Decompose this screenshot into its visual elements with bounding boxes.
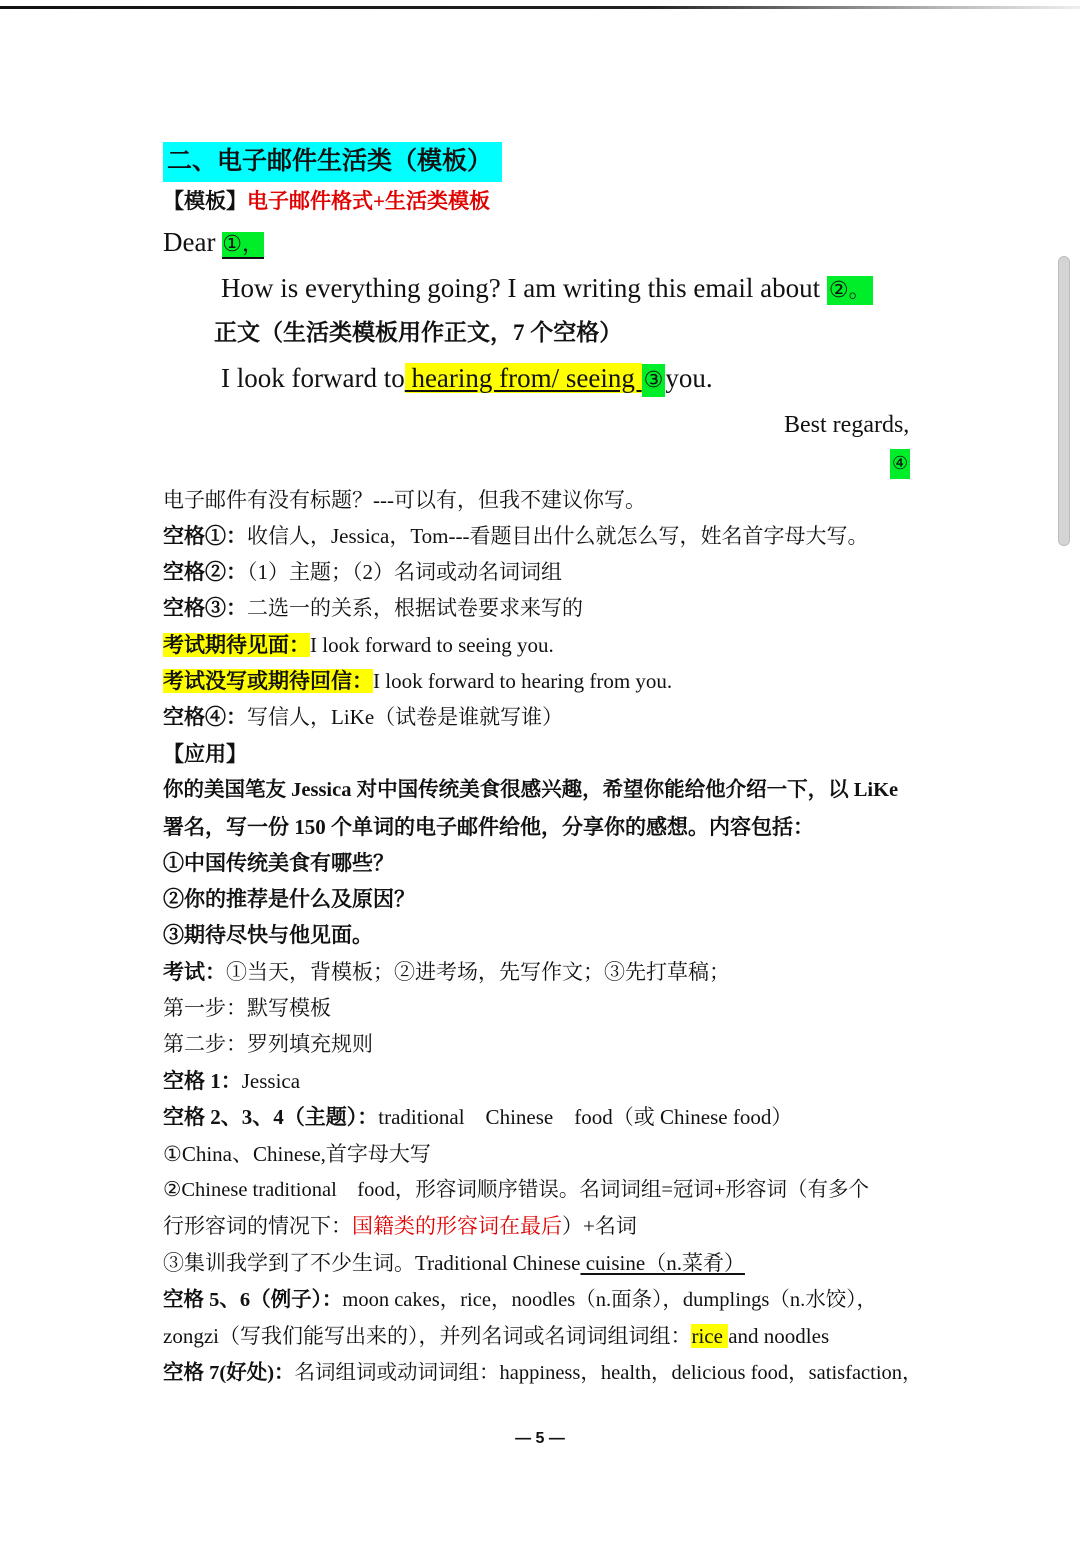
- blank7-rule-text: 名词组词或动词词组：happiness，health，delicious food，satisfaction，: [294, 1362, 923, 1384]
- note-label: 考试期待见面：: [163, 633, 310, 657]
- task-line-1: 你的美国笔友 Jessica 对中国传统美食很感兴趣，希望你能给他介绍一下，以 LiKe: [163, 779, 899, 801]
- rule-2-post: ）+名词: [562, 1214, 637, 1238]
- note-text: I look forward to seeing you.: [310, 633, 554, 657]
- closing-pre: I look forward to: [221, 363, 405, 393]
- blank1-rule: [163, 1066, 300, 1096]
- note-label: 考试没写或期待回信：: [163, 669, 373, 693]
- note-text: 电子邮件有没有标题？---可以有，但我不建议你写。: [163, 488, 646, 512]
- rule-3: [163, 1248, 745, 1278]
- task-point-1: ①中国传统美食有哪些？: [163, 851, 394, 875]
- blank1-rule-text: Jessica: [241, 1069, 301, 1093]
- step-2: 第二步：罗列填充规则: [163, 1032, 373, 1056]
- opening-text: How is everything going? I am writing this email about: [221, 273, 827, 303]
- note-expect-reply: [163, 666, 672, 696]
- page-number: — 5 —: [515, 1430, 565, 1447]
- note-label: 空格②：: [163, 560, 247, 584]
- closing-highlight: hearing from/ seeing: [404, 363, 642, 393]
- blank56-rule-line-2: [163, 1321, 829, 1351]
- note-label: 空格①：: [163, 524, 247, 548]
- note-text: 收信人，Jessica，Tom---看题目出什么就怎么写，姓名首字母大写。: [247, 524, 869, 548]
- template-bracket: 【模板】: [163, 189, 247, 213]
- blank1-marker: ①，: [222, 232, 264, 257]
- note-text: 二选一的关系，根据试卷要求来写的: [247, 596, 583, 620]
- blank1-rule-label: 空格 1：: [163, 1069, 242, 1093]
- best-regards: Best regards,: [784, 412, 910, 438]
- blank234-rule: [163, 1102, 792, 1132]
- step-1: 第一步：默写模板: [163, 996, 331, 1020]
- blank56-rule: [163, 1285, 877, 1315]
- email-salutation: [163, 222, 264, 265]
- blank234-rule-label: 空格 2、3、4（主题）：: [163, 1105, 379, 1129]
- blank7-rule-label: 空格 7(好处)：: [163, 1362, 295, 1384]
- blank2-marker: ②。: [828, 278, 871, 303]
- blank56-rule-label: 空格 5、6（例子）：: [163, 1289, 343, 1311]
- blank7-rule: [163, 1358, 923, 1388]
- email-body-note: 正文（生活类模板用作正文，7 个空格）: [214, 320, 623, 345]
- task-point-3: ③期待尽快与他见面。: [163, 923, 373, 947]
- note-label: 空格④：: [163, 705, 247, 729]
- exam-text: ①当天，背模板；②进考场，先写作文；③先打草稿；: [226, 960, 730, 984]
- blank3-marker: ③: [642, 364, 666, 397]
- note-blank3: [163, 593, 583, 623]
- template-heading: [163, 186, 490, 216]
- rule-2-line-2: [163, 1211, 637, 1241]
- note-text: （1）主题；（2）名词或动名词词组: [247, 560, 562, 584]
- note-expect-meet: [163, 630, 554, 660]
- template-heading-text: 电子邮件格式+生活类模板: [247, 189, 490, 213]
- blank56-line2-post: and noodles: [728, 1324, 830, 1348]
- salutation-dear: Dear: [163, 227, 223, 257]
- note-label: 空格③：: [163, 596, 247, 620]
- rule-2-line-1: ②Chinese traditional food，形容词顺序错误。名词词组=冠词+形容词（有多个: [163, 1179, 869, 1201]
- exam-label: 考试：: [163, 960, 226, 984]
- blank4-marker: ④: [890, 449, 910, 479]
- closing-post: you.: [665, 363, 713, 393]
- note-text: I look forward to hearing from you.: [373, 669, 673, 693]
- blank56-line2-pre: zongzi（写我们能写出来的），并列名词或名词词组词组：: [163, 1324, 692, 1348]
- rule-1: ①China、Chinese,首字母大写: [163, 1142, 431, 1166]
- rule-2-red: 国籍类的形容词在最后: [352, 1214, 562, 1238]
- application-heading: 【应用】: [163, 742, 247, 766]
- task-line-2: 署名，写一份 150 个单词的电子邮件给他，分享你的感想。内容包括：: [163, 815, 814, 839]
- exam-line: [163, 957, 730, 987]
- note-blank1: [163, 521, 869, 551]
- task-point-2: ②你的推荐是什么及原因？: [163, 887, 415, 911]
- rule-2-pre: 行形容词的情况下：: [163, 1214, 352, 1238]
- rule-3-pre: ③集训我学到了不少生词。Traditional Chinese: [163, 1251, 581, 1275]
- email-closing-line: [221, 358, 713, 401]
- note-blank2: [163, 557, 562, 587]
- blank56-rule-text: moon cakes，rice，noodles（n.面条），dumplings（n.水饺），: [342, 1289, 878, 1311]
- note-text: 写信人，LiKe（试卷是谁就写谁）: [247, 705, 564, 729]
- note-blank4: [163, 702, 563, 732]
- blank56-line2-highlight: rice: [691, 1324, 729, 1348]
- note-subject: [163, 485, 646, 515]
- email-opening-line: [221, 268, 873, 311]
- blank234-rule-text: traditional Chinese food（或 Chinese food）: [378, 1105, 793, 1129]
- section-title: 二、电子邮件生活类（模板）: [163, 142, 502, 182]
- rule-3-underlined: cuisine（n.菜肴）: [580, 1251, 745, 1275]
